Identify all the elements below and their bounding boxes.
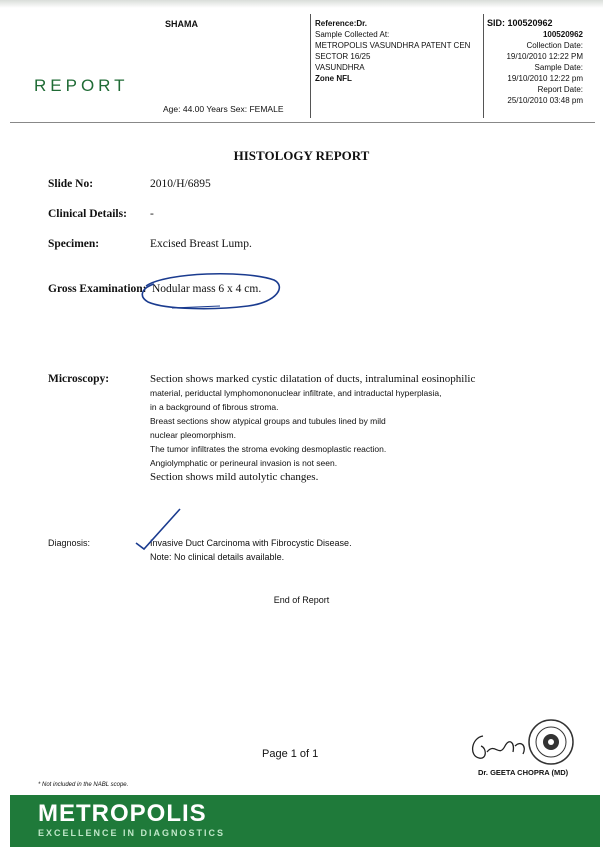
sample-date: 19/10/2010 12:22 pm — [507, 74, 583, 83]
gross-label: Gross Examination: — [48, 283, 147, 295]
doctor-seal-icon — [526, 717, 576, 767]
report-title: HISTOLOGY REPORT — [233, 148, 370, 163]
report-date: 25/10/2010 03:48 pm — [507, 96, 583, 105]
header-dates-block — [487, 18, 583, 106]
collected-at-label: Sample Collected At: — [315, 30, 390, 39]
header-reference-block — [315, 18, 470, 84]
micro-line: material, periductal lymphomononuclear infiltrate, and intraductal hyperplasia, — [150, 388, 442, 398]
diagnosis-value: Invasive Duct Carcinoma with Fibrocystic Disease. — [150, 538, 352, 548]
scan-top-edge — [0, 0, 603, 8]
header-divider-right — [483, 14, 484, 118]
report-label: Report Date: — [537, 85, 583, 94]
header-rule — [10, 122, 595, 123]
hand-drawn-ellipse — [136, 268, 286, 316]
micro-label: Microscopy: — [48, 373, 110, 385]
brand-logo: METROPOLIS — [38, 800, 207, 827]
slide-value: 2010/H/6895 — [150, 178, 211, 190]
clinical-label: Clinical Details: — [48, 208, 127, 220]
micro-line: The tumor infiltrates the stroma evoking desmoplastic reaction. — [150, 444, 387, 454]
nabl-note: * Not included in the NABL scope. — [38, 782, 129, 788]
specimen-value: Excised Breast Lump. — [150, 238, 252, 250]
zone: Zone NFL — [315, 74, 352, 83]
collection-date: 19/10/2010 12:22 PM — [506, 52, 583, 61]
micro-line: Section shows mild autolytic changes. — [150, 471, 319, 483]
slide-label: Slide No: — [48, 178, 94, 190]
diagnosis-note: Note: No clinical details available. — [150, 552, 285, 562]
header-divider-left — [310, 14, 311, 118]
specimen-label: Specimen: — [48, 238, 100, 250]
page-number: Page 1 of 1 — [262, 748, 319, 760]
city: VASUNDHRA — [315, 63, 365, 72]
micro-line: in a background of fibrous stroma. — [150, 402, 279, 412]
sid-label: SID: 100520962 — [487, 18, 553, 28]
gross-value: Nodular mass 6 x 4 cm. — [152, 283, 262, 295]
age-sex: Age: 44.00 Years Sex: FEMALE — [163, 104, 284, 114]
lab-name: METROPOLIS VASUNDHRA PATENT CEN — [315, 41, 471, 50]
sample-label: Sample Date: — [534, 63, 583, 72]
reference-label: Reference:Dr. — [315, 19, 368, 28]
micro-line: Angiolymphatic or perineural invasion is not seen. — [150, 458, 338, 468]
check-mark-icon — [132, 505, 184, 553]
signature — [465, 722, 535, 770]
collection-label: Collection Date: — [526, 41, 583, 50]
doctor-name: Dr. GEETA CHOPRA (MD) — [478, 768, 569, 777]
report-word: REPORT — [34, 76, 129, 95]
clinical-value: - — [150, 208, 154, 220]
brand-tagline: EXCELLENCE IN DIAGNOSTICS — [38, 828, 226, 838]
patient-name: SHAMA — [165, 19, 198, 29]
micro-text — [150, 372, 510, 485]
sid-value: 100520962 — [542, 30, 583, 39]
diagnosis-label: Diagnosis: — [48, 538, 91, 548]
end-of-report: End of Report — [273, 595, 330, 605]
micro-line: Breast sections show atypical groups and tubules lined by mild — [150, 416, 386, 426]
micro-line: nuclear pleomorphism. — [150, 430, 236, 440]
sector: SECTOR 16/25 — [315, 52, 371, 61]
micro-line: Section shows marked cystic dilatation of ducts, intraluminal eosinophilic — [150, 373, 476, 385]
